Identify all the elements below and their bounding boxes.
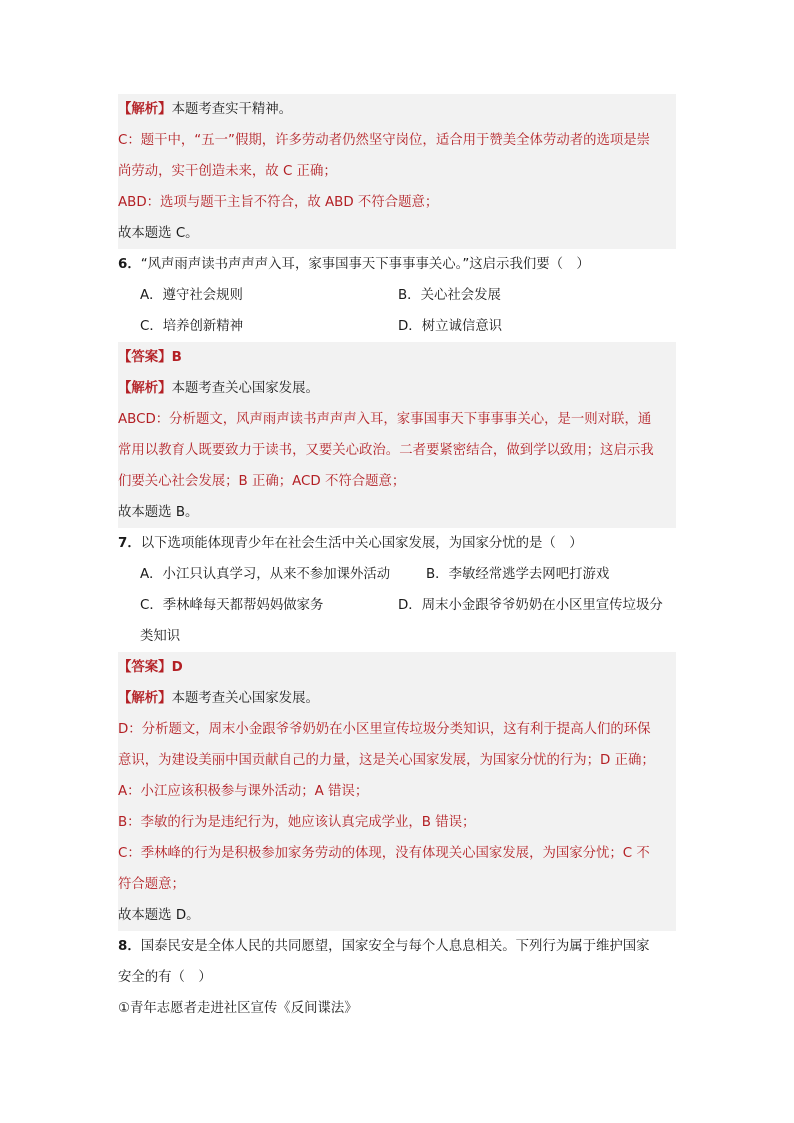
question-number: 6． — [118, 257, 141, 272]
explanation-tag: 【解析】 — [118, 381, 172, 396]
explanation-line: A：小江应该积极参与课外活动；A 错误； — [118, 784, 369, 799]
page-content — [118, 94, 676, 1024]
q5-explanation-heading — [118, 94, 676, 125]
question-stem — [118, 249, 676, 280]
q7-answer-block — [118, 652, 676, 931]
option-d: D．周末小金跟爷爷奶奶在小区里宣传垃圾分 — [398, 598, 663, 613]
option-row — [118, 311, 676, 342]
explanation-line: 常用以教育人既要致力于读书，又要关心政治。二者要紧密结合，做到学以致用；这启示我 — [118, 443, 654, 458]
question-8 — [118, 931, 676, 1024]
explanation-line: ABCD：分析题文，风声雨声读书声声声入耳，家事国事天下事事事关心，是一则对联，通 — [118, 412, 652, 427]
question-text: “风声雨声读书声声声入耳，家事国事天下事事事关心。”这启示我们要（ ） — [140, 257, 590, 272]
explanation-line: ABD：选项与题干主旨不符合，故 ABD 不符合题意； — [118, 195, 439, 210]
explanation-tag: 【解析】 — [118, 691, 172, 706]
option-d-continued: 类知识 — [140, 629, 181, 644]
answer-value: D — [171, 660, 183, 675]
question-text: 以下选项能体现青少年在社会生活中关心国家发展，为国家分忧的是（ ） — [140, 536, 583, 551]
explanation-heading — [118, 683, 676, 714]
option-b: B．关心社会发展 — [398, 288, 501, 303]
explanation-line: 意识，为建设美丽中国贡献自己的力量，这是关心国家发展，为国家分忧的行为；D 正确； — [118, 753, 655, 768]
conclusion-line: 故本题选 D。 — [118, 908, 200, 923]
explanation-summary: 本题考查实干精神。 — [171, 102, 293, 117]
option-row — [118, 590, 676, 621]
answer-tag: 【答案】 — [118, 350, 172, 365]
option-c: C．培养创新精神 — [140, 319, 244, 334]
q6-answer-block — [118, 342, 676, 528]
explanation-line: C：季林峰的行为是积极参加家务劳动的体现，没有体现关心国家发展，为国家分忧；C 不 — [118, 846, 650, 861]
question-stem-continued: 安全的有（ ） — [118, 970, 212, 985]
option-c: C．季林峰每天都帮妈妈做家务 — [140, 598, 324, 613]
explanation-line: D：分析题文，周末小金跟爷爷奶奶在小区里宣传垃圾分类知识，这有利于提高人们的环保 — [118, 722, 651, 737]
explanation-line: B：李敏的行为是违纪行为，她应该认真完成学业，B 错误； — [118, 815, 476, 830]
explanation-summary: 本题考查关心国家发展。 — [171, 691, 319, 706]
question-number: 8． — [118, 939, 141, 954]
conclusion-line: 故本题选 C。 — [118, 226, 199, 241]
option-b: B．李敏经常逃学去网吧打游戏 — [426, 567, 610, 582]
question-stem — [118, 931, 676, 962]
explanation-summary: 本题考查关心国家发展。 — [171, 381, 319, 396]
question-7 — [118, 528, 676, 652]
explanation-heading — [118, 373, 676, 404]
question-text: 国泰民安是全体人民的共同愿望，国家安全与每个人息息相关。下列行为属于维护国家 — [140, 939, 650, 954]
question-6 — [118, 249, 676, 342]
option-row — [118, 559, 676, 590]
question-number: 7． — [118, 536, 141, 551]
explanation-line: 符合题意； — [118, 877, 185, 892]
answer-line — [118, 652, 676, 683]
answer-value: B — [171, 350, 182, 365]
explanation-line: 们要关心社会发展；B 正确；ACD 不符合题意； — [118, 474, 406, 489]
q5-explanation-block — [118, 94, 676, 249]
answer-tag: 【答案】 — [118, 660, 172, 675]
conclusion-line: 故本题选 B。 — [118, 505, 199, 520]
option-a: A．小江只认真学习，从来不参加课外活动 — [140, 567, 391, 582]
question-stem — [118, 528, 676, 559]
answer-line — [118, 342, 676, 373]
option-row — [118, 280, 676, 311]
explanation-line: 尚劳动，实干创造未来，故 C 正确； — [118, 164, 337, 179]
option-a: A．遵守社会规则 — [140, 288, 243, 303]
option-d: D．树立诚信意识 — [398, 319, 503, 334]
explanation-line: C：题干中，“五一”假期，许多劳动者仍然坚守岗位，适合用于赞美全体劳动者的选项是崇 — [118, 133, 651, 148]
explanation-tag: 【解析】 — [118, 102, 172, 117]
statement-item: ①青年志愿者走进社区宣传《反间谍法》 — [118, 1001, 358, 1016]
